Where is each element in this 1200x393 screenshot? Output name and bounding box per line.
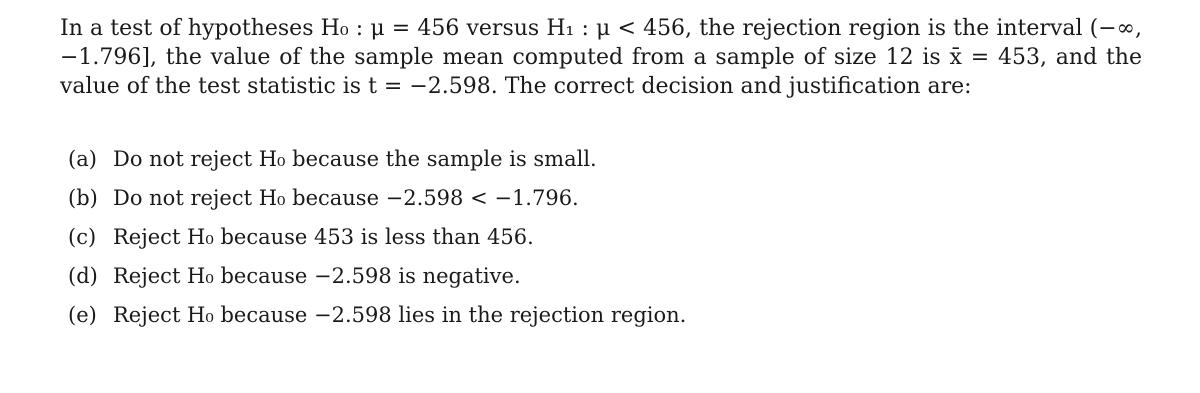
option-a[interactable] xyxy=(68,140,686,179)
option-label: (d) xyxy=(68,264,98,288)
option-text: Reject H₀ because 453 is less than 456. xyxy=(113,225,534,249)
option-text: Do not reject H₀ because the sample is small. xyxy=(113,147,597,171)
option-e[interactable] xyxy=(68,296,686,335)
option-label: (c) xyxy=(68,225,97,249)
option-text: Do not reject H₀ because −2.598 < −1.796. xyxy=(113,186,579,210)
option-d[interactable] xyxy=(68,257,686,296)
option-b[interactable] xyxy=(68,179,686,218)
answer-options xyxy=(68,140,686,335)
option-c[interactable] xyxy=(68,218,686,257)
option-text: Reject H₀ because −2.598 lies in the rejection region. xyxy=(113,303,687,327)
option-text: Reject H₀ because −2.598 is negative. xyxy=(113,264,521,288)
question-stem: In a test of hypotheses H₀ : μ = 456 versus H₁ : μ < 456, the rejection region is the interval (−∞, −1.796], the value of the sample mean computed from a sample of size 12 is x̄ = 453, and the value of the test statistic is t = −2.598. The correct decision and justification are: xyxy=(60,16,1142,99)
option-label: (b) xyxy=(68,186,98,210)
option-label: (e) xyxy=(68,303,97,327)
option-label: (a) xyxy=(68,147,97,171)
